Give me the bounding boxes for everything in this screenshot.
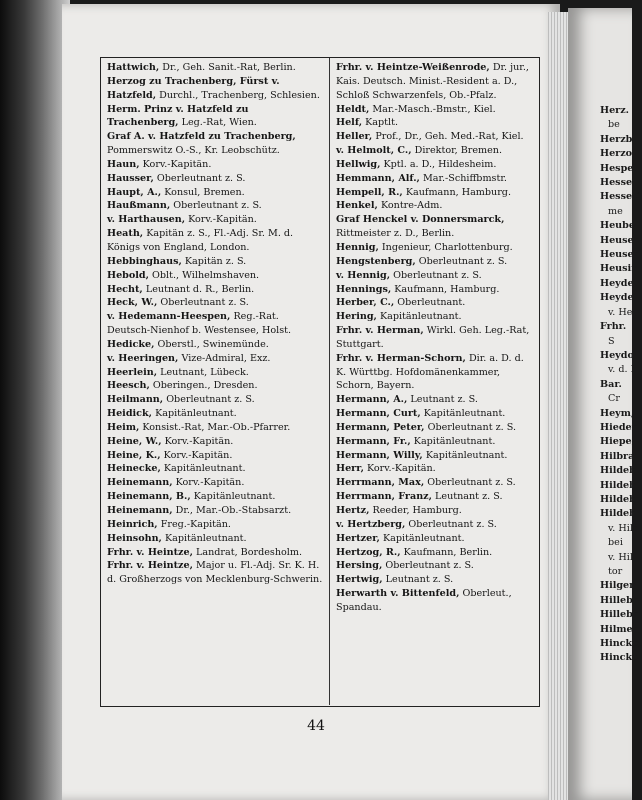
facing-page-line: Heym, bbox=[600, 407, 635, 419]
entry-detail: Kaufmann, Hamburg. bbox=[394, 283, 500, 295]
entry-name: Hempell, R., bbox=[336, 186, 403, 198]
facing-page-fragments bbox=[600, 104, 640, 666]
entry-detail: Korv.-Kapitän. bbox=[142, 158, 212, 170]
entry-name: Hermann, A., bbox=[336, 394, 408, 406]
entry-name: Hellwig, bbox=[336, 158, 381, 170]
entry-detail: Oberleutnant z. S. bbox=[385, 560, 474, 572]
entry-detail: Oberleutnant z. S. bbox=[408, 518, 497, 530]
entry-detail: Oberleutnant z. S. bbox=[393, 269, 482, 281]
entry-detail: Oberleutnant z. S. bbox=[427, 477, 516, 489]
list-item bbox=[336, 352, 536, 394]
list-item bbox=[336, 421, 536, 435]
entry-detail: Oberleutnant z. S. bbox=[427, 421, 517, 433]
list-item bbox=[336, 462, 536, 476]
entry-name: Herwarth v. Bittenfeld, bbox=[336, 588, 460, 600]
entry-detail: Pommerswitz O.-S., Kr. Leobschütz. bbox=[107, 145, 280, 157]
facing-page-line: Bar. bbox=[600, 378, 622, 390]
entry-detail: Freg.-Kapitän. bbox=[160, 518, 231, 530]
list-item bbox=[336, 130, 536, 144]
list-item bbox=[107, 61, 323, 75]
book-binding bbox=[0, 0, 70, 800]
entry-name: Frhr. v. Herman-Schorn, bbox=[336, 352, 466, 364]
facing-page-line: Heyde bbox=[600, 292, 634, 304]
entry-detail: Konsist.-Rat, Mar.-Ob.-Pfarrer. bbox=[142, 421, 291, 433]
entry-detail: Oberstl., Swinemünde. bbox=[157, 338, 269, 350]
list-item bbox=[336, 532, 536, 546]
entry-name: Frhr. v. Herman, bbox=[336, 325, 424, 337]
list-item bbox=[336, 518, 536, 532]
list-item bbox=[336, 296, 536, 310]
entry-name: Hermann, Peter, bbox=[336, 421, 425, 433]
entry-detail: Vize-Admiral, Exz. bbox=[181, 352, 271, 364]
entry-detail: Major u. Fl.-Adj. Sr. K. H. d. Großherzogs von Mecklenburg-Schwerin. bbox=[107, 560, 323, 586]
list-item bbox=[107, 296, 323, 310]
facing-page-line: Hildeb bbox=[600, 493, 636, 505]
facing-page-line: Hiepe, bbox=[600, 436, 635, 448]
facing-page-line: Cr bbox=[608, 393, 620, 405]
entry-name: Hebbinghaus, bbox=[107, 255, 182, 267]
entry-detail: Korv.-Kapitän. bbox=[175, 477, 245, 489]
facing-page-line: Heuser bbox=[600, 249, 639, 261]
entry-detail: Kapitänleutnant. bbox=[425, 449, 508, 461]
entry-detail: Kapitänleutnant. bbox=[382, 532, 465, 544]
entry-name: Heine, W., bbox=[107, 435, 162, 447]
right-column bbox=[336, 61, 536, 615]
entry-name: Frhr. v. Heintze, bbox=[107, 560, 193, 572]
entry-detail: Korv.-Kapitän. bbox=[188, 214, 257, 226]
facing-page-line: Hesse ( bbox=[600, 191, 640, 203]
list-item bbox=[336, 103, 536, 117]
list-item bbox=[336, 504, 536, 518]
entry-name: Herr, bbox=[336, 463, 364, 475]
entry-detail: Oberleutnant z. S. bbox=[418, 255, 508, 267]
entry-detail: Konsul, Bremen. bbox=[164, 186, 245, 198]
list-item bbox=[336, 172, 536, 186]
list-item bbox=[107, 255, 323, 269]
entry-detail: Leg.-Rat, Wien. bbox=[181, 117, 257, 129]
entry-detail: Mar.-Masch.-Bmstr., Kiel. bbox=[372, 103, 496, 115]
entry-name: v. Hertzberg, bbox=[336, 518, 406, 530]
entry-name: v. Helmolt, C., bbox=[336, 145, 412, 157]
list-item bbox=[107, 213, 323, 227]
entry-name: Heim, bbox=[107, 421, 140, 433]
facing-page-line: Hillebr bbox=[600, 594, 638, 606]
entry-detail: Leutnant z. S. bbox=[410, 394, 478, 406]
entry-name: Hattwich, bbox=[107, 62, 160, 73]
entry-detail: Kapitänleutnant. bbox=[413, 435, 496, 447]
entry-detail: Prof., Dr., Geh. Med.-Rat, Kiel. bbox=[375, 131, 524, 143]
facing-page-line: v. He bbox=[608, 306, 633, 318]
entry-name: Herrmann, Max, bbox=[336, 477, 425, 489]
entry-name: Hermann, Willy, bbox=[336, 449, 423, 461]
list-item bbox=[336, 283, 536, 297]
facing-page-line: Heube bbox=[600, 220, 635, 232]
entry-detail: Kapitänleutnant. bbox=[193, 491, 276, 503]
list-item bbox=[107, 532, 323, 546]
list-item bbox=[107, 379, 323, 393]
entry-name: Henkel, bbox=[336, 200, 378, 212]
facing-page-line: Hillebr bbox=[600, 609, 638, 621]
entry-name: Heinemann, bbox=[107, 505, 173, 516]
entry-name: Frhr. v. Heintze-Weißenrode, bbox=[336, 62, 490, 73]
list-item bbox=[107, 130, 323, 158]
entry-detail: Kaufmann, Berlin. bbox=[403, 546, 493, 558]
entry-name: Hersing, bbox=[336, 560, 383, 572]
list-item bbox=[336, 573, 536, 587]
list-item bbox=[107, 366, 323, 380]
list-item bbox=[336, 269, 536, 283]
list-item bbox=[107, 546, 323, 560]
entry-name: Herzog zu Trachenberg, Fürst v. Hatzfeld, bbox=[107, 75, 280, 101]
facing-page-line: Hinckel bbox=[600, 652, 642, 664]
entry-name: Heilmann, bbox=[107, 394, 164, 406]
entry-name: Hertwig, bbox=[336, 574, 383, 586]
list-item bbox=[107, 504, 323, 518]
entry-detail: Korv.-Kapitän. bbox=[164, 435, 234, 447]
entry-name: Haun, bbox=[107, 158, 140, 170]
entry-name: Hermann, Curt, bbox=[336, 408, 421, 420]
list-item bbox=[107, 172, 323, 186]
list-item bbox=[107, 338, 323, 352]
entry-detail: Kapitän z. S., Fl.-Adj. Sr. M. d. Königs von England, London. bbox=[107, 228, 294, 253]
facing-page-line: Hilmer bbox=[600, 623, 638, 635]
entry-detail: Dir. a. D. d. K. Württbg. Hofdomänenkammer, Schorn, Bayern. bbox=[336, 352, 524, 392]
entry-name: Haupt, A., bbox=[107, 186, 162, 198]
entry-detail: Oberleutnant z. S. bbox=[156, 172, 246, 184]
entry-detail: Kaptlt. bbox=[365, 117, 398, 129]
entry-name: Heck, W., bbox=[107, 297, 158, 309]
left-column bbox=[107, 61, 323, 587]
facing-page-line: v. d. H bbox=[608, 364, 639, 376]
facing-page-line: Hincke, bbox=[600, 638, 642, 650]
list-item bbox=[336, 144, 536, 158]
entry-name: Hebold, bbox=[107, 269, 149, 281]
entry-name: Heller, bbox=[336, 131, 373, 143]
list-item bbox=[107, 352, 323, 366]
list-item bbox=[336, 213, 536, 241]
facing-page-line: v. Hil bbox=[608, 551, 633, 563]
list-item bbox=[336, 490, 536, 504]
entry-name: Helf, bbox=[336, 117, 363, 129]
facing-page-line: Hilbra bbox=[600, 450, 635, 462]
list-item bbox=[336, 116, 536, 130]
entry-detail: Oberleutnant z. S. bbox=[166, 394, 255, 406]
entry-detail: Oblt., Wilhelmshaven. bbox=[152, 269, 260, 281]
list-item bbox=[336, 407, 536, 421]
list-item bbox=[107, 158, 323, 172]
entry-detail: Dr. jur., Kais. Deutsch. Minist.-Resident a. D., Schloß Schwarzenfels, Ob.-Pfalz. bbox=[336, 62, 529, 101]
entry-name: Heine, K., bbox=[107, 449, 161, 461]
facing-page-line: Hesse, bbox=[600, 177, 636, 189]
list-item bbox=[336, 546, 536, 560]
column-divider bbox=[329, 58, 330, 705]
facing-page-line: Hildeb bbox=[600, 508, 636, 520]
list-item bbox=[336, 61, 536, 103]
entry-name: Hering, bbox=[336, 311, 377, 323]
entry-detail: Ingenieur, Charlottenburg. bbox=[381, 241, 513, 253]
entry-name: Heidick, bbox=[107, 408, 152, 420]
facing-page-line: Hespe, bbox=[600, 162, 637, 174]
list-item bbox=[107, 421, 323, 435]
facing-page-line: Frhr. bbox=[600, 321, 627, 333]
facing-page-line: Herzb bbox=[600, 133, 633, 145]
list-item bbox=[107, 269, 323, 283]
entry-detail: Kapitän z. S. bbox=[184, 255, 247, 267]
entry-detail: Leutnant, Lübeck. bbox=[160, 366, 249, 378]
entry-detail: Leutnant z. S. bbox=[385, 574, 454, 586]
facing-page-line: be bbox=[608, 119, 620, 131]
entry-detail: Kptl. a. D., Hildesheim. bbox=[383, 158, 497, 170]
entry-detail: Kapitänleutnant. bbox=[423, 408, 506, 420]
entry-name: Herrmann, Franz, bbox=[336, 491, 432, 503]
list-item bbox=[336, 393, 536, 407]
list-item bbox=[107, 476, 323, 490]
list-item bbox=[336, 158, 536, 172]
entry-name: v. Heeringen, bbox=[107, 352, 179, 364]
entry-name: Frhr. v. Heintze, bbox=[107, 546, 193, 558]
facing-page-line: Heyde bbox=[600, 277, 634, 289]
list-item bbox=[107, 559, 323, 587]
entry-name: Heath, bbox=[107, 228, 144, 240]
entry-name: Hertzog, R., bbox=[336, 546, 401, 558]
entry-name: Hennings, bbox=[336, 283, 392, 295]
entry-name: Hengstenberg, bbox=[336, 255, 416, 267]
entry-detail: Dr., Geh. Sanit.-Rat, Berlin. bbox=[162, 62, 296, 73]
entry-detail: Leutnant z. S. bbox=[435, 491, 503, 503]
list-item bbox=[336, 587, 536, 615]
entry-name: Heinemann, bbox=[107, 477, 173, 489]
entry-detail: Korv.-Kapitän. bbox=[163, 449, 233, 461]
entry-name: Hertzer, bbox=[336, 532, 380, 544]
entry-detail: Oberingen., Dresden. bbox=[152, 380, 258, 392]
facing-page-line: Hildeb bbox=[600, 479, 636, 491]
entry-name: Hecht, bbox=[107, 283, 143, 295]
list-item bbox=[107, 199, 323, 213]
entry-detail: Rittmeister z. D., Berlin. bbox=[336, 228, 455, 240]
list-item bbox=[107, 462, 323, 476]
entry-name: Heinrich, bbox=[107, 518, 158, 530]
entry-name: Hemmann, Alf., bbox=[336, 172, 420, 184]
entry-name: Herber, C., bbox=[336, 297, 395, 309]
entry-detail: Kontre-Adm. bbox=[380, 200, 443, 212]
list-item bbox=[107, 283, 323, 297]
entry-name: v. Hennig, bbox=[336, 269, 391, 281]
entry-detail: Oberleutnant z. S. bbox=[160, 297, 249, 309]
entry-name: Haußmann, bbox=[107, 200, 171, 212]
facing-page-line: Herzo bbox=[600, 148, 633, 160]
entry-name: Hedicke, bbox=[107, 338, 155, 350]
entry-detail: Kapitänleutnant. bbox=[164, 532, 247, 544]
list-item bbox=[336, 186, 536, 200]
list-item bbox=[107, 518, 323, 532]
facing-page-line: bei bbox=[608, 537, 623, 549]
entry-name: Graf Henckel v. Donnersmarck, bbox=[336, 214, 505, 226]
list-item bbox=[107, 449, 323, 463]
entry-name: Heldt, bbox=[336, 103, 370, 115]
facing-page-line: Hildeb bbox=[600, 465, 636, 477]
entry-name: v. Hedemann-Heespen, bbox=[107, 311, 231, 323]
facing-page-line: Heydo bbox=[600, 349, 634, 361]
entry-detail: Durchl., Trachenberg, Schlesien. bbox=[159, 89, 320, 101]
facing-page-line: Hilgen bbox=[600, 580, 637, 592]
list-item bbox=[336, 476, 536, 490]
entry-name: Heinsohn, bbox=[107, 532, 162, 544]
list-item bbox=[107, 393, 323, 407]
list-item bbox=[107, 186, 323, 200]
entry-detail: Oberleutnant. bbox=[397, 297, 466, 309]
entry-detail: Leutnant d. R., Berlin. bbox=[145, 283, 255, 295]
page-number: 44 bbox=[307, 718, 325, 734]
entry-name: Hennig, bbox=[336, 241, 379, 253]
entry-detail: Korv.-Kapitän. bbox=[366, 463, 436, 475]
list-item bbox=[336, 435, 536, 449]
page-edges bbox=[548, 12, 568, 800]
list-item bbox=[336, 199, 536, 213]
entry-name: Heinecke, bbox=[107, 463, 161, 475]
facing-page-line: Hieder bbox=[600, 421, 637, 433]
entry-detail: Kaufmann, Hamburg. bbox=[405, 186, 511, 198]
entry-detail: Reg.-Rat. Deutsch-Nienhof b. Westensee, Holst. bbox=[107, 311, 292, 337]
entry-name: Heesch, bbox=[107, 380, 150, 392]
list-item bbox=[336, 559, 536, 573]
entry-detail: Wirkl. Geh. Leg.-Rat, Stuttgart. bbox=[336, 325, 530, 350]
entry-detail: Kapitänleutnant. bbox=[163, 463, 246, 475]
list-item bbox=[336, 449, 536, 463]
list-item bbox=[107, 75, 323, 103]
facing-page-line: me bbox=[608, 205, 623, 217]
list-item bbox=[336, 310, 536, 324]
facing-page-line: S bbox=[608, 335, 615, 347]
list-item bbox=[107, 435, 323, 449]
entry-name: v. Harthausen, bbox=[107, 214, 186, 226]
entry-name: Heinemann, B., bbox=[107, 491, 191, 503]
list-item bbox=[107, 407, 323, 421]
list-item bbox=[107, 310, 323, 338]
entry-detail: Kapitänleutnant. bbox=[155, 408, 237, 420]
entry-name: Hertz, bbox=[336, 505, 370, 516]
list-item bbox=[336, 255, 536, 269]
entry-detail: Oberleutnant z. S. bbox=[173, 200, 262, 212]
entry-detail: Landrat, Bordesholm. bbox=[196, 546, 302, 558]
entry-detail: Direktor, Bremen. bbox=[414, 145, 503, 157]
entry-detail: Dr., Mar.-Ob.-Stabsarzt. bbox=[175, 505, 292, 516]
entry-detail: Reeder, Hamburg. bbox=[372, 505, 462, 516]
facing-page-line: Heusin bbox=[600, 263, 639, 275]
entry-detail: Kapitänleutnant. bbox=[379, 311, 462, 323]
list-item bbox=[107, 490, 323, 504]
entry-name: Graf A. v. Hatzfeld zu Trachenberg, bbox=[107, 131, 296, 143]
entry-name: Herm. Prinz v. Hatzfeld zu Trachenberg, bbox=[107, 103, 249, 129]
entry-detail: Oberleut., Spandau. bbox=[336, 588, 512, 613]
list-item bbox=[336, 324, 536, 352]
facing-page-line: Heuser bbox=[600, 234, 639, 246]
entry-name: Heerlein, bbox=[107, 366, 158, 378]
facing-page-line: Herz. bbox=[600, 105, 630, 116]
list-item bbox=[107, 227, 323, 255]
list-item bbox=[107, 103, 323, 131]
entry-name: Hermann, Fr., bbox=[336, 435, 411, 447]
entry-name: Hausser, bbox=[107, 172, 154, 184]
entry-detail: Mar.-Schiffbmstr. bbox=[422, 172, 507, 184]
facing-page-line: tor bbox=[608, 566, 623, 577]
facing-page-line: v. Hild bbox=[608, 522, 640, 534]
list-item bbox=[336, 241, 536, 255]
